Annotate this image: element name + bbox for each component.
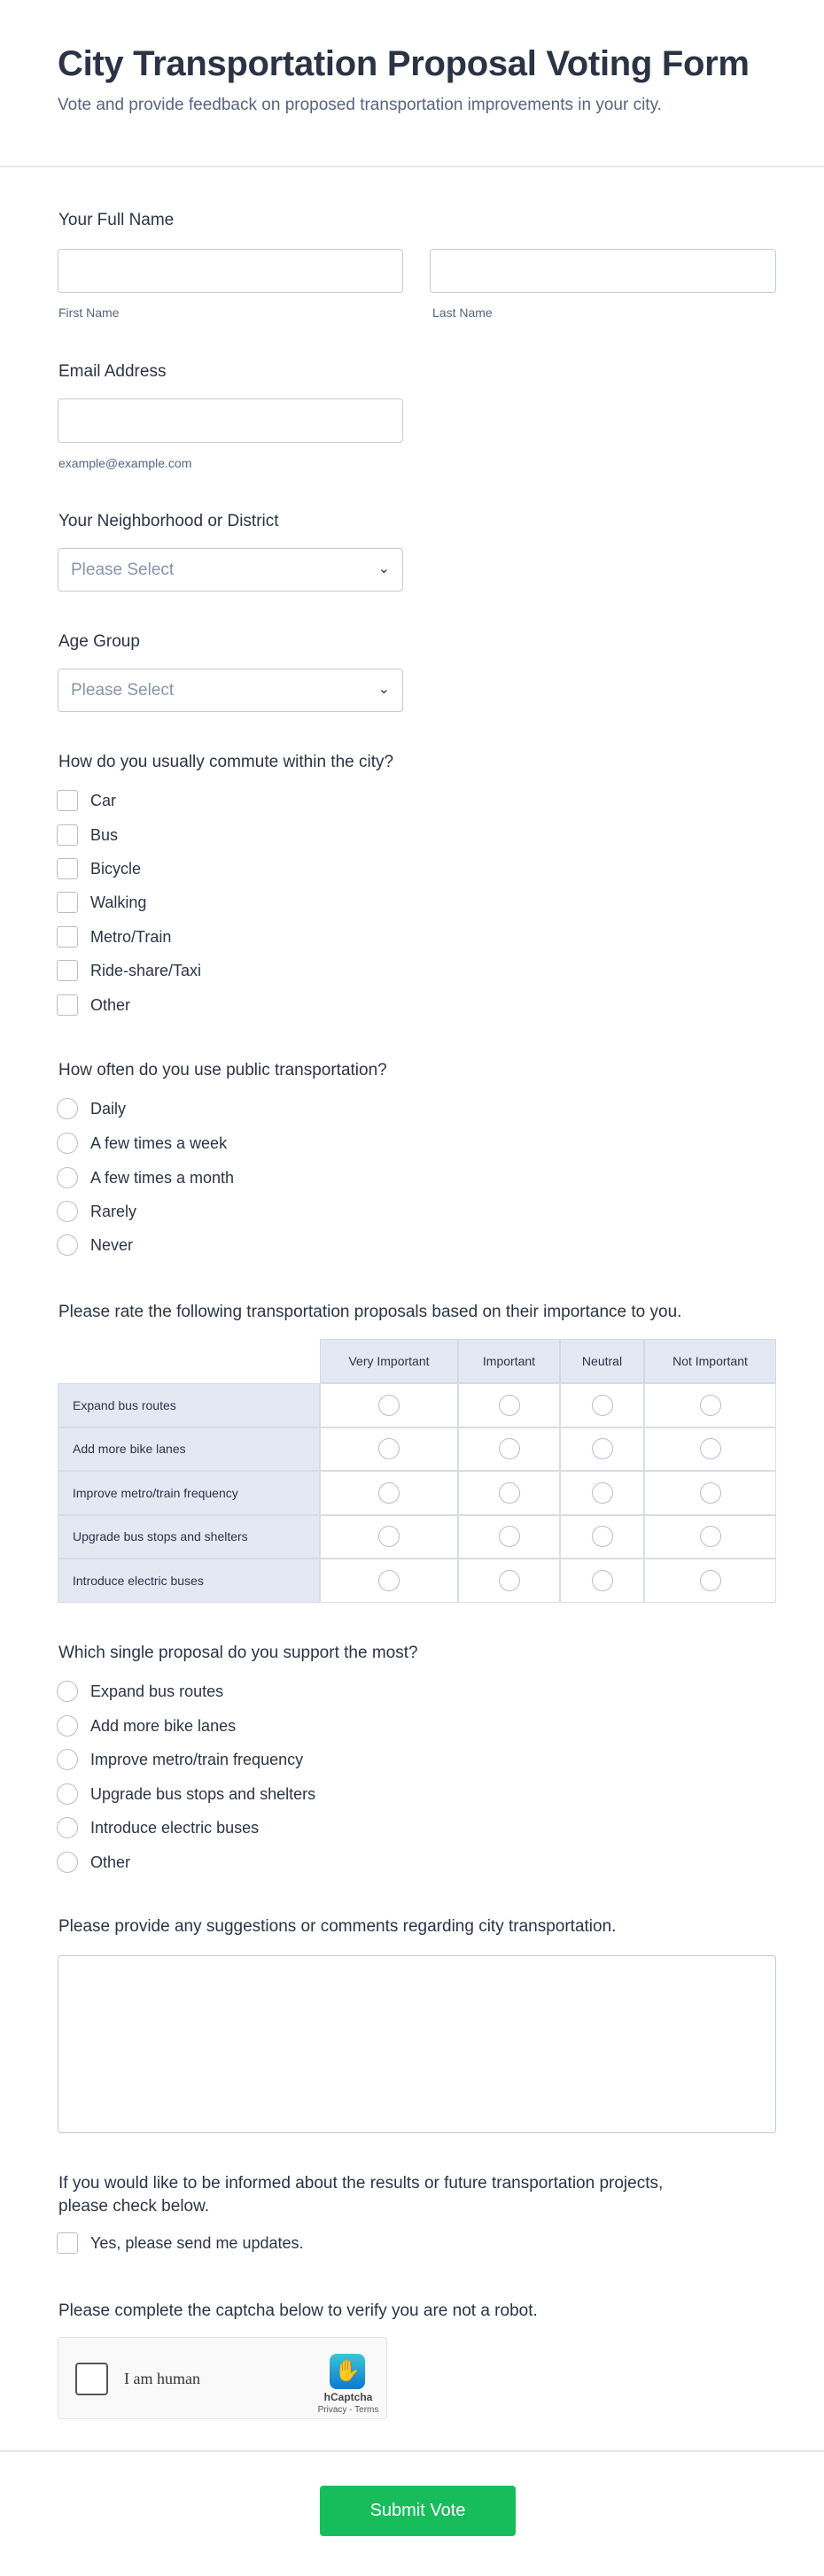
checkbox[interactable] [57,960,78,981]
commute-option[interactable] [57,993,130,1017]
full-name-label: Your Full Name [58,211,175,229]
matrix-cell[interactable] [320,1515,458,1559]
radio-button[interactable] [378,1570,400,1591]
comments-textarea[interactable] [58,1955,776,2133]
matrix-cell[interactable] [458,1471,560,1515]
header-divider [0,166,824,167]
matrix-corner [58,1339,320,1383]
matrix-cell[interactable] [644,1559,776,1603]
matrix-cell[interactable] [320,1427,458,1472]
support-option[interactable] [57,1679,223,1704]
support-label: Which single proposal do you support the most? [58,1644,418,1662]
matrix-column-header: Not Important [644,1339,776,1383]
radio-button[interactable] [700,1395,721,1416]
checkbox[interactable] [57,824,78,846]
radio-button[interactable] [57,1817,78,1838]
option-label: Introduce electric buses [90,1818,260,1837]
neighborhood-select[interactable] [58,548,403,592]
radio-button[interactable] [700,1526,721,1547]
radio-button[interactable] [499,1438,520,1459]
option-label: Upgrade bus stops and shelters [90,1784,316,1803]
matrix-cell[interactable] [644,1427,776,1472]
radio-button[interactable] [57,1852,78,1873]
updates-checkbox[interactable] [57,2232,78,2254]
last-name-sublabel: Last Name [432,306,493,320]
option-label: Bus [90,825,119,844]
matrix-row [58,1383,776,1427]
matrix-label: Please rate the following transportation proposals based on their importance to you. [58,1303,682,1321]
commute-option[interactable] [57,856,141,881]
option-label: Bicycle [90,859,142,878]
radio-button[interactable] [57,1133,78,1154]
captcha-label: Please complete the captcha below to verify you are not a robot. [58,2301,538,2320]
commute-label: How do you usually commute within the city? [58,753,394,771]
option-label: Walking [90,893,147,911]
support-option[interactable] [57,1850,130,1875]
age-label: Age Group [58,632,140,651]
footer-divider [0,2450,824,2452]
support-option[interactable] [57,1815,259,1840]
support-option[interactable] [57,1747,303,1772]
radio-button[interactable] [378,1482,400,1504]
first-name-sublabel: First Name [58,306,120,320]
matrix-cell[interactable] [644,1471,776,1515]
updates-option-label: Yes, please send me updates. [90,2233,304,2252]
matrix-column-header: Important [458,1339,560,1383]
radio-button[interactable] [592,1570,613,1591]
commute-option[interactable] [57,823,118,847]
radio-button[interactable] [57,1234,78,1256]
radio-button[interactable] [378,1395,400,1416]
matrix-cell[interactable] [458,1427,560,1472]
checkbox[interactable] [57,994,78,1016]
email-label: Email Address [58,362,167,381]
matrix-cell[interactable] [560,1559,644,1603]
option-label: A few times a week [90,1133,228,1152]
hcaptcha-widget [58,2337,387,2419]
matrix-cell[interactable] [320,1383,458,1427]
radio-button[interactable] [57,1201,78,1222]
submit-vote-button[interactable]: Submit Vote [320,2486,516,2536]
frequency-option[interactable] [57,1165,234,1190]
matrix-cell[interactable] [458,1559,560,1603]
radio-button[interactable] [57,1098,78,1119]
checkbox[interactable] [57,892,78,913]
option-label: Car [90,791,117,809]
captcha-checkbox-label: I am human [124,2370,200,2387]
matrix-row [58,1515,776,1559]
option-label: Never [90,1235,134,1254]
email-input[interactable] [58,398,403,443]
chevron-down-icon: ⌄ [377,682,390,697]
commute-option[interactable] [57,890,146,915]
commute-option[interactable] [57,788,116,813]
radio-button[interactable] [592,1438,613,1459]
updates-label-line1: If you would like to be informed about the results or future transportation projects, [58,2174,664,2193]
option-label: Add more bike lanes [90,1716,237,1735]
radio-button[interactable] [592,1395,613,1416]
rating-matrix [58,1339,776,1603]
captcha-checkbox[interactable] [75,2363,108,2395]
option-label: Improve metro/train frequency [90,1750,304,1768]
commute-option[interactable] [57,958,201,983]
support-option[interactable] [57,1713,236,1738]
option-label: Ride-share/Taxi [90,961,202,979]
chevron-down-icon: ⌄ [377,561,390,576]
email-sublabel: example@example.com [58,456,192,470]
matrix-row-label: Upgrade bus stops and shelters [58,1515,320,1559]
option-label: A few times a month [90,1168,235,1187]
matrix-cell[interactable] [320,1471,458,1515]
radio-button[interactable] [378,1438,400,1459]
neighborhood-placeholder: Please Select [71,561,175,579]
frequency-label: How often do you use public transportation? [58,1061,387,1079]
radio-button[interactable] [57,1749,78,1770]
radio-button[interactable] [499,1395,520,1416]
page-title: City Transportation Proposal Voting Form [58,44,750,83]
radio-button[interactable] [57,1681,78,1702]
radio-button[interactable] [499,1526,520,1547]
page-subtitle: Vote and provide feedback on proposed transportation improvements in your city. [58,96,662,114]
radio-button[interactable] [592,1482,613,1504]
commute-option[interactable] [57,924,171,949]
radio-button[interactable] [499,1482,520,1504]
radio-button[interactable] [378,1526,400,1547]
first-name-input[interactable] [58,249,403,293]
matrix-cell[interactable] [560,1427,644,1472]
checkbox[interactable] [57,790,78,811]
matrix-cell[interactable] [644,1515,776,1559]
matrix-row [58,1559,776,1603]
option-label: Metro/Train [90,927,172,946]
matrix-row [58,1471,776,1515]
frequency-option[interactable] [57,1131,227,1156]
updates-checkbox-option[interactable] [57,2231,304,2255]
hcaptcha-brand: hCaptcha [323,2391,373,2403]
matrix-cell[interactable] [320,1559,458,1603]
matrix-cell[interactable] [560,1383,644,1427]
frequency-option[interactable] [57,1233,133,1257]
matrix-column-header: Very Important [320,1339,458,1383]
matrix-cell[interactable] [644,1383,776,1427]
matrix-row-label: Improve metro/train frequency [58,1471,320,1515]
hcaptcha-logo-icon: ✋ [330,2354,365,2389]
radio-button[interactable] [700,1438,721,1459]
comments-label: Please provide any suggestions or comments regarding city transportation. [58,1917,617,1936]
updates-label-line2: please check below. [58,2197,210,2216]
matrix-row [58,1427,776,1472]
matrix-cell[interactable] [560,1515,644,1559]
frequency-option[interactable] [57,1199,136,1224]
matrix-column-header: Neutral [560,1339,644,1383]
matrix-cell[interactable] [458,1515,560,1559]
matrix-cell[interactable] [560,1471,644,1515]
radio-button[interactable] [57,1783,78,1805]
radio-button[interactable] [57,1167,78,1188]
option-label: Rarely [90,1202,137,1220]
radio-button[interactable] [700,1482,721,1504]
neighborhood-label: Your Neighborhood or District [58,512,279,530]
matrix-row-label: Expand bus routes [58,1383,320,1427]
checkbox[interactable] [57,926,78,948]
matrix-row-label: Introduce electric buses [58,1559,320,1603]
radio-button[interactable] [499,1570,520,1591]
option-label: Other [90,1853,131,1871]
option-label: Daily [90,1099,127,1118]
frequency-option[interactable] [57,1096,126,1121]
age-select[interactable] [58,669,403,712]
matrix-cell[interactable] [458,1383,560,1427]
checkbox[interactable] [57,858,78,879]
option-label: Expand bus routes [90,1682,224,1700]
radio-button[interactable] [57,1715,78,1737]
age-placeholder: Please Select [71,681,175,700]
support-option[interactable] [57,1782,315,1806]
radio-button[interactable] [592,1526,613,1547]
option-label: Other [90,995,131,1014]
radio-button[interactable] [700,1570,721,1591]
matrix-row-label: Add more bike lanes [58,1427,320,1472]
last-name-input[interactable] [430,249,776,293]
hcaptcha-links[interactable]: Privacy - Terms [317,2405,379,2415]
